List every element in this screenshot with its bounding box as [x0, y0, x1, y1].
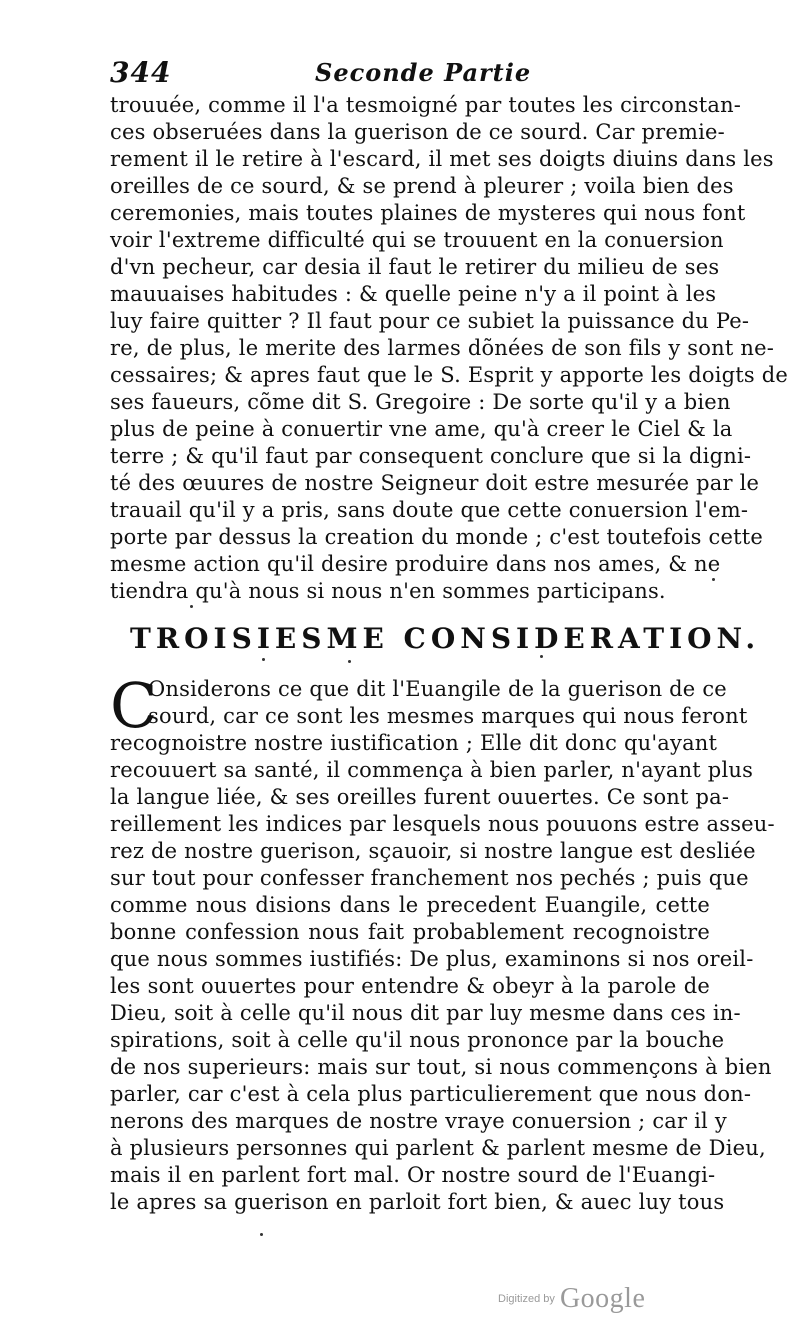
text-line: sourd, car ce sont les mesmes marques qui nous feront — [148, 704, 748, 728]
text-line: parler, car c'est à cela plus particulierement que nous don- — [110, 1082, 752, 1106]
text-line: recognoistre nostre iustification ; Elle dit donc qu'ayant — [110, 731, 718, 755]
ink-speck — [260, 1233, 263, 1236]
ink-speck — [348, 660, 351, 663]
text-line: ses faueurs, cõme dit S. Gregoire : De sorte qu'il y a bien — [110, 390, 731, 414]
text-line: de nos superieurs: mais sur tout, si nous commençons à bien — [110, 1055, 772, 1079]
text-line: tiendra qu'à nous si nous n'en sommes participans. — [110, 579, 666, 603]
text-line: Onsiderons ce que dit l'Euangile de la guerison de ce — [148, 677, 727, 701]
drop-cap: C — [110, 669, 158, 742]
text-line: d'vn pecheur, car desia il faut le retirer du milieu de ses — [110, 255, 720, 279]
text-line: ceremonies, mais toutes plaines de mysteres qui nous font — [110, 201, 746, 225]
text-line: comme nous disions dans le precedent Euangile, cette — [110, 893, 710, 917]
text-line: sur tout pour confesser franchement nos pechés ; puis que — [110, 866, 749, 890]
text-line: rement il le retire à l'escard, il met ses doigts diuins dans les — [110, 147, 774, 171]
text-line: trouuée, comme il l'a tesmoigné par toutes les circonstan- — [110, 93, 742, 117]
ink-speck — [540, 655, 543, 658]
text-line: recouuert sa santé, il commença à bien parler, n'ayant plus — [110, 758, 754, 782]
paragraph-continued — [110, 92, 789, 605]
text-line: reillement les indices par lesquels nous pouuons estre asseu- — [110, 812, 775, 836]
ink-speck — [190, 605, 193, 608]
text-line: luy faire quitter ? Il faut pour ce subiet la puissance du Pe- — [110, 309, 750, 333]
text-line: plus de peine à conuertir vne ame, qu'à creer le Ciel & la — [110, 417, 733, 441]
text-line: rez de nostre guerison, sçauoir, si nostre langue est desliée — [110, 839, 756, 863]
ink-speck — [712, 578, 715, 581]
text-line: re, de plus, le merite des larmes dõnées de son fils y sont ne- — [110, 336, 775, 360]
text-line: trauail qu'il y a pris, sans doute que cette conuersion l'em- — [110, 498, 749, 522]
text-line: mesme action qu'il desire produire dans nos ames, & ne — [110, 552, 721, 576]
watermark-prefix: Digitized by — [498, 1293, 555, 1305]
text-line: voir l'extreme difficulté qui se trouuent en la conuersion — [110, 228, 724, 252]
text-line: té des œuures de nostre Seigneur doit estre mesurée par le — [110, 471, 760, 495]
text-line: le apres sa guerison en parloit fort bien, & auec luy tous — [110, 1190, 725, 1214]
text-line: la langue liée, & ses oreilles furent ouuertes. Ce sont pa- — [110, 785, 730, 809]
text-line: bonne confession nous fait probablement recognoistre — [110, 920, 710, 944]
running-title: Seconde Partie — [315, 58, 532, 87]
text-line: que nous sommes iustifiés: De plus, examinons si nos oreil- — [110, 947, 754, 971]
text-line: mais il en parlent fort mal. Or nostre sourd de l'Euangi- — [110, 1163, 716, 1187]
running-head — [110, 56, 710, 92]
text-line: oreilles de ce sourd, & se prend à pleurer ; voila bien des — [110, 174, 734, 198]
page-number: 344 — [110, 56, 172, 89]
text-line: Dieu, soit à celle qu'il nous dit par luy mesme dans ces in- — [110, 1001, 741, 1025]
digitized-watermark — [498, 1283, 698, 1323]
text-line: spirations, soit à celle qu'il nous prononce par la bouche — [110, 1028, 725, 1052]
text-line: à plusieurs personnes qui parlent & parlent mesme de Dieu, — [110, 1136, 766, 1160]
ink-speck — [262, 658, 265, 661]
text-line: porte par dessus la creation du monde ; c'est toutefois cette — [110, 525, 764, 549]
watermark-brand: Google — [559, 1283, 646, 1314]
text-line: cessaires; & apres faut que le S. Esprit y apporte les doigts de — [110, 363, 789, 387]
text-line: mauuaises habitudes : & quelle peine n'y a il point à les — [110, 282, 717, 306]
text-line: ces obseruées dans la guerison de ce sourd. Car premie- — [110, 120, 725, 144]
text-line: terre ; & qu'il faut par consequent conclure que si la digni- — [110, 444, 752, 468]
text-line: les sont ouuertes pour entendre & obeyr à la parole de — [110, 974, 710, 998]
paragraph-consideration — [110, 669, 775, 1216]
section-heading: TROISIESME CONSIDERATION. — [130, 622, 761, 655]
text-line: nerons des marques de nostre vraye conuersion ; car il y — [110, 1109, 727, 1133]
